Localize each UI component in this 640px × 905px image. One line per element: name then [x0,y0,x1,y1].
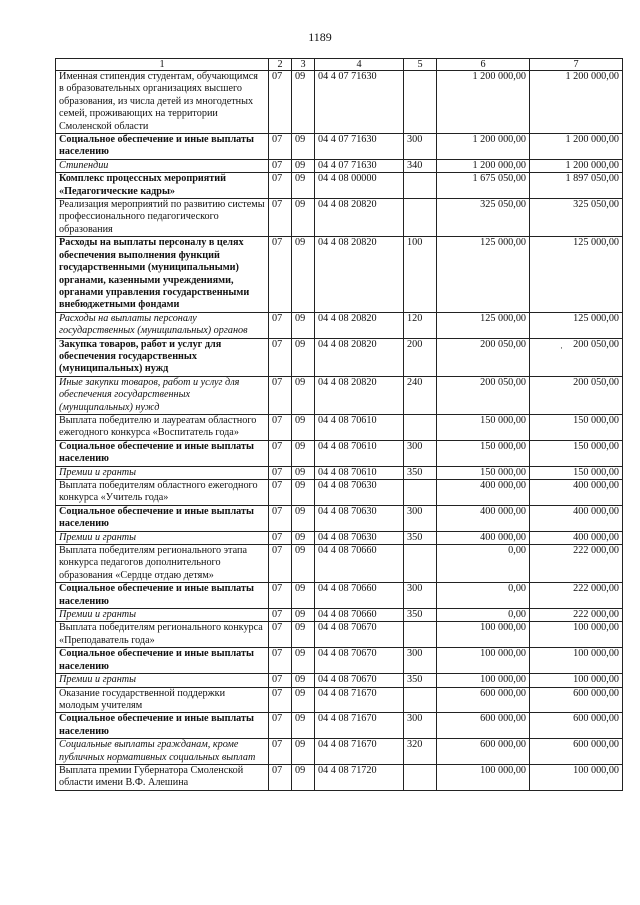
row-amount-col6-cell: 400 000,00 [437,531,530,544]
row-section-cell: 07 [269,237,292,312]
row-amount-col7-cell: 222 000,00 [530,583,623,609]
row-amount-col7-cell: 1 200 000,00 [530,134,623,160]
row-name-cell: Выплата премии Губернатора Смоленской области имени В.Ф. Алешина [56,764,269,790]
column-header-5: 5 [404,59,437,71]
row-section-cell: 07 [269,414,292,440]
table-row [56,648,623,674]
row-amount-col6-cell: 0,00 [437,545,530,583]
row-expense-type-cell [404,687,437,713]
row-name-cell: Социальное обеспечение и иные выплаты населению [56,648,269,674]
table-body [56,71,623,791]
budget-table [55,58,623,791]
row-name-cell: Социальное обеспечение и иные выплаты населению [56,505,269,531]
row-name-cell: Премии и гранты [56,466,269,479]
row-subsection-cell: 09 [292,338,315,376]
row-amount-col7-cell: 1 200 000,00 [530,159,623,172]
row-name-cell: Премии и гранты [56,531,269,544]
row-subsection-cell: 09 [292,583,315,609]
row-amount-col7-cell: 325 050,00 [530,199,623,237]
row-amount-col6-cell: 1 200 000,00 [437,159,530,172]
row-section-cell: 07 [269,134,292,160]
row-target-code-cell: 04 4 07 71630 [315,159,404,172]
row-name-cell: Комплекс процессных мероприятий «Педагогические кадры» [56,173,269,199]
row-target-code-cell: 04 4 08 70660 [315,609,404,622]
table-row [56,159,623,172]
row-amount-col7-cell: 100 000,00 [530,674,623,687]
column-header-7: 7 [530,59,623,71]
row-amount-col6-cell: 600 000,00 [437,687,530,713]
table-row [56,312,623,338]
row-amount-col6-cell: 150 000,00 [437,466,530,479]
row-expense-type-cell: 300 [404,648,437,674]
table-row [56,531,623,544]
row-amount-col6-cell: 125 000,00 [437,312,530,338]
row-amount-col6-cell: 0,00 [437,583,530,609]
row-expense-type-cell: 350 [404,531,437,544]
row-amount-col6-cell: 325 050,00 [437,199,530,237]
row-name-cell: Социальное обеспечение и иные выплаты населению [56,713,269,739]
row-amount-col6-cell: 150 000,00 [437,440,530,466]
table-row [56,71,623,134]
row-name-cell: Расходы на выплаты персоналу государственных (муниципальных) органов [56,312,269,338]
row-name-cell: Стипендии [56,159,269,172]
row-expense-type-cell: 300 [404,713,437,739]
row-target-code-cell: 04 4 08 00000 [315,173,404,199]
row-expense-type-cell: 350 [404,674,437,687]
row-expense-type-cell: 300 [404,134,437,160]
row-amount-col6-cell: 0,00 [437,609,530,622]
row-name-cell: Выплата победителю и лауреатам областного ежегодного конкурса «Воспитатель года» [56,414,269,440]
row-target-code-cell: 04 4 08 70670 [315,674,404,687]
row-subsection-cell: 09 [292,440,315,466]
row-section-cell: 07 [269,583,292,609]
row-subsection-cell: 09 [292,71,315,134]
row-section-cell: 07 [269,480,292,506]
row-section-cell: 07 [269,609,292,622]
table-row [56,480,623,506]
table-row [56,764,623,790]
row-section-cell: 07 [269,71,292,134]
row-subsection-cell: 09 [292,531,315,544]
row-amount-col6-cell: 100 000,00 [437,764,530,790]
row-section-cell: 07 [269,159,292,172]
row-amount-col7-cell: 222 000,00 [530,609,623,622]
table-row [56,376,623,414]
row-subsection-cell: 09 [292,466,315,479]
row-target-code-cell: 04 4 08 71670 [315,687,404,713]
row-amount-col7-cell: 125 000,00 [530,312,623,338]
row-name-cell: Премии и гранты [56,674,269,687]
row-section-cell: 07 [269,531,292,544]
row-expense-type-cell: 300 [404,505,437,531]
row-amount-col7-cell: 600 000,00 [530,687,623,713]
row-amount-col6-cell: 150 000,00 [437,414,530,440]
row-subsection-cell: 09 [292,312,315,338]
row-name-cell: Выплата победителям регионального конкурса «Преподаватель года» [56,622,269,648]
row-section-cell: 07 [269,173,292,199]
row-name-cell: Расходы на выплаты персоналу в целях обеспечения выполнения функций государственными (муниципальными) органами, казенными учреждениями, органами управления государственными внебюджетными фондами [56,237,269,312]
row-target-code-cell: 04 4 08 70670 [315,648,404,674]
row-amount-col7-cell: 150 000,00 [530,466,623,479]
row-section-cell: 07 [269,338,292,376]
row-name-cell: Социальное обеспечение и иные выплаты населению [56,440,269,466]
row-section-cell: 07 [269,376,292,414]
row-expense-type-cell: 120 [404,312,437,338]
row-amount-col6-cell: 600 000,00 [437,713,530,739]
row-amount-col6-cell: 600 000,00 [437,739,530,765]
row-target-code-cell: 04 4 08 20820 [315,312,404,338]
row-expense-type-cell: 300 [404,583,437,609]
table-row [56,414,623,440]
page-number: 1189 [308,30,332,44]
table-row [56,237,623,312]
row-amount-col7-cell: 600 000,00 [530,713,623,739]
row-section-cell: 07 [269,648,292,674]
table-row [56,622,623,648]
row-name-cell: Реализация мероприятий по развитию системы профессионального педагогического образования [56,199,269,237]
row-amount-col6-cell: 1 200 000,00 [437,134,530,160]
row-name-cell: Выплата победителям областного ежегодного конкурса «Учитель года» [56,480,269,506]
row-target-code-cell: 04 4 08 70660 [315,583,404,609]
row-subsection-cell: 09 [292,480,315,506]
row-amount-col7-cell: 400 000,00 [530,480,623,506]
row-subsection-cell: 09 [292,134,315,160]
row-amount-col7-cell: 150 000,00 [530,414,623,440]
table-row [56,545,623,583]
row-section-cell: 07 [269,739,292,765]
row-target-code-cell: 04 4 08 71670 [315,713,404,739]
column-header-2: 2 [269,59,292,71]
row-subsection-cell: 09 [292,237,315,312]
row-section-cell: 07 [269,505,292,531]
row-amount-col7-cell: 100 000,00 [530,648,623,674]
row-target-code-cell: 04 4 08 70610 [315,466,404,479]
row-name-cell: Закупка товаров, работ и услуг для обеспечения государственных (муниципальных) нужд [56,338,269,376]
row-amount-col7-cell: 1 200 000,00 [530,71,623,134]
row-amount-col7-cell: 100 000,00 [530,764,623,790]
column-header-6: 6 [437,59,530,71]
row-subsection-cell: 09 [292,713,315,739]
column-header-1: 1 [56,59,269,71]
table-row [56,713,623,739]
row-name-cell: Социальное обеспечение и иные выплаты населению [56,583,269,609]
table-row [56,173,623,199]
row-expense-type-cell: 200 [404,338,437,376]
row-section-cell: 07 [269,199,292,237]
row-target-code-cell: 04 4 08 70610 [315,414,404,440]
row-amount-col7-cell: 100 000,00 [530,622,623,648]
row-amount-col6-cell: 100 000,00 [437,648,530,674]
row-target-code-cell: 04 4 08 70660 [315,545,404,583]
column-header-3: 3 [292,59,315,71]
row-expense-type-cell: 320 [404,739,437,765]
row-name-cell: Оказание государственной поддержки молодым учителям [56,687,269,713]
row-expense-type-cell [404,414,437,440]
table-row [56,739,623,765]
row-section-cell: 07 [269,674,292,687]
row-name-cell: Социальные выплаты гражданам, кроме публичных нормативных социальных выплат [56,739,269,765]
row-expense-type-cell [404,545,437,583]
row-subsection-cell: 09 [292,674,315,687]
row-amount-col6-cell: 100 000,00 [437,622,530,648]
row-section-cell: 07 [269,466,292,479]
row-target-code-cell: 04 4 07 71630 [315,71,404,134]
row-subsection-cell: 09 [292,376,315,414]
row-target-code-cell: 04 4 07 71630 [315,134,404,160]
row-section-cell: 07 [269,545,292,583]
row-subsection-cell: 09 [292,687,315,713]
row-expense-type-cell [404,764,437,790]
row-name-cell: Выплата победителям регионального этапа конкурса педагогов дополнительного образования «Сердце отдаю детям» [56,545,269,583]
row-amount-col7-cell: 200 050,00 [530,376,623,414]
table-row [56,440,623,466]
row-subsection-cell: 09 [292,739,315,765]
header-row [56,59,623,71]
row-expense-type-cell [404,71,437,134]
stray-dot-mark: · [560,343,563,353]
row-amount-col6-cell: 400 000,00 [437,505,530,531]
row-section-cell: 07 [269,440,292,466]
row-amount-col7-cell: 1 897 050,00 [530,173,623,199]
row-subsection-cell: 09 [292,545,315,583]
row-section-cell: 07 [269,764,292,790]
row-amount-col7-cell: 150 000,00 [530,440,623,466]
table-row [56,466,623,479]
row-subsection-cell: 09 [292,159,315,172]
table-row [56,134,623,160]
table-row [56,674,623,687]
row-expense-type-cell [404,480,437,506]
row-expense-type-cell: 300 [404,440,437,466]
row-target-code-cell: 04 4 08 20820 [315,237,404,312]
row-target-code-cell: 04 4 08 70630 [315,531,404,544]
row-name-cell: Социальное обеспечение и иные выплаты населению [56,134,269,160]
row-section-cell: 07 [269,622,292,648]
row-expense-type-cell: 240 [404,376,437,414]
row-name-cell: Иные закупки товаров, работ и услуг для обеспечения государственных (муниципальных) нужд [56,376,269,414]
row-amount-col7-cell: 222 000,00 [530,545,623,583]
row-name-cell: Премии и гранты [56,609,269,622]
row-subsection-cell: 09 [292,505,315,531]
row-section-cell: 07 [269,312,292,338]
row-amount-col7-cell: 400 000,00 [530,531,623,544]
row-amount-col7-cell: 400 000,00 [530,505,623,531]
row-amount-col7-cell: 600 000,00 [530,739,623,765]
row-section-cell: 07 [269,687,292,713]
row-name-cell: Именная стипендия студентам, обучающимся в образовательных организациях высшего образования, из числа детей из многодетных семей, проживающих на территории Смоленской области [56,71,269,134]
row-expense-type-cell: 350 [404,609,437,622]
row-subsection-cell: 09 [292,199,315,237]
table-row [56,338,623,376]
row-section-cell: 07 [269,713,292,739]
row-target-code-cell: 04 4 08 20820 [315,199,404,237]
table-row [56,199,623,237]
row-expense-type-cell: 350 [404,466,437,479]
row-amount-col7-cell: 200 050,00 [530,338,623,376]
row-target-code-cell: 04 4 08 71670 [315,739,404,765]
row-subsection-cell: 09 [292,648,315,674]
row-amount-col6-cell: 200 050,00 [437,338,530,376]
row-subsection-cell: 09 [292,173,315,199]
row-subsection-cell: 09 [292,764,315,790]
row-target-code-cell: 04 4 08 70670 [315,622,404,648]
table-row [56,609,623,622]
row-subsection-cell: 09 [292,622,315,648]
row-target-code-cell: 04 4 08 20820 [315,376,404,414]
row-amount-col6-cell: 400 000,00 [437,480,530,506]
row-amount-col7-cell: 125 000,00 [530,237,623,312]
row-target-code-cell: 04 4 08 71720 [315,764,404,790]
row-expense-type-cell [404,622,437,648]
row-expense-type-cell: 340 [404,159,437,172]
row-amount-col6-cell: 1 675 050,00 [437,173,530,199]
table-row [56,505,623,531]
row-expense-type-cell [404,173,437,199]
table-row [56,583,623,609]
row-subsection-cell: 09 [292,609,315,622]
row-target-code-cell: 04 4 08 70630 [315,480,404,506]
row-target-code-cell: 04 4 08 70630 [315,505,404,531]
table-row [56,687,623,713]
row-subsection-cell: 09 [292,414,315,440]
row-amount-col6-cell: 200 050,00 [437,376,530,414]
row-expense-type-cell: 100 [404,237,437,312]
row-target-code-cell: 04 4 08 20820 [315,338,404,376]
row-amount-col6-cell: 100 000,00 [437,674,530,687]
row-amount-col6-cell: 1 200 000,00 [437,71,530,134]
column-header-4: 4 [315,59,404,71]
row-amount-col6-cell: 125 000,00 [437,237,530,312]
row-expense-type-cell [404,199,437,237]
row-target-code-cell: 04 4 08 70610 [315,440,404,466]
